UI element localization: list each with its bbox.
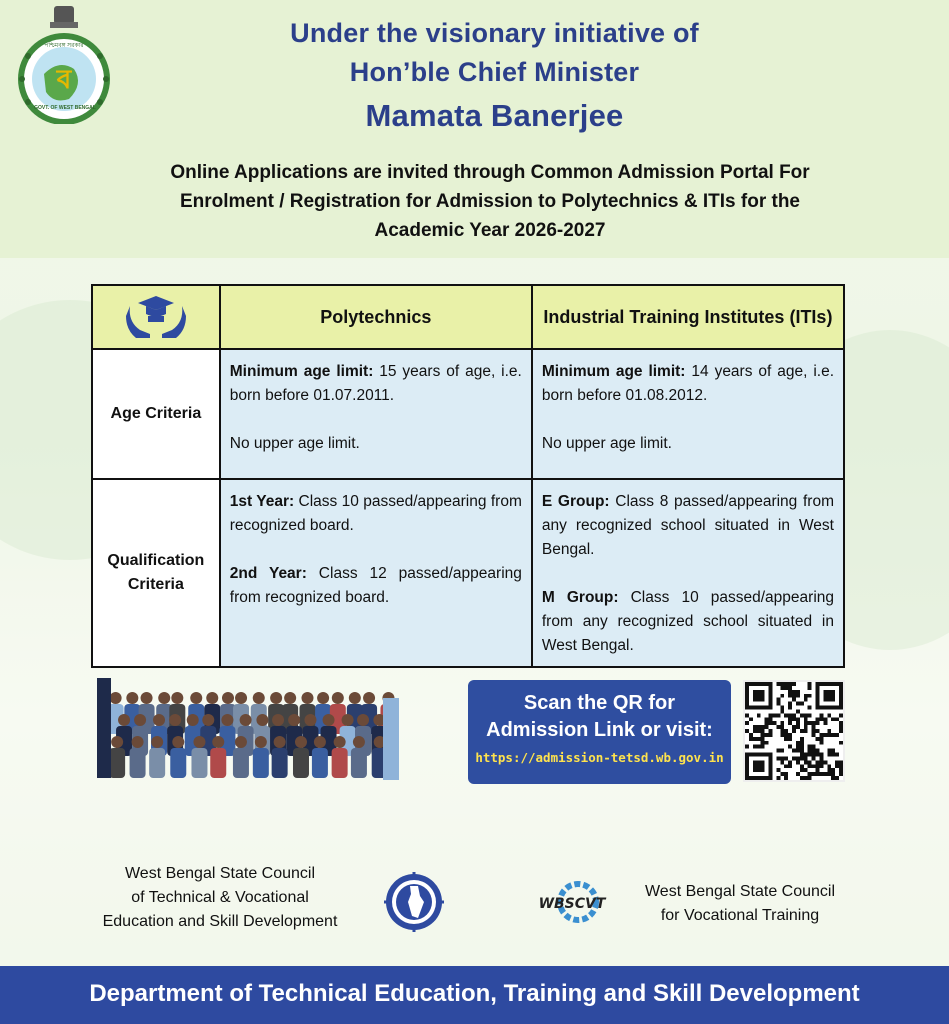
- qr-code-icon[interactable]: [743, 680, 845, 782]
- age-criteria-label: Age Criteria: [92, 349, 220, 479]
- iti-min-age: [542, 360, 834, 408]
- wbscvt-logo-text: WBSCVT: [538, 896, 606, 912]
- m-group-label: M Group:: [541, 589, 619, 606]
- education-hands-icon: [126, 292, 186, 338]
- table-row: [92, 349, 844, 479]
- min-age-text: 14 years of age, i.e. born before 01.08.2012.: [541, 363, 834, 404]
- qr-info-box: [468, 680, 731, 784]
- criteria-table: [91, 284, 845, 668]
- department-banner: Department of Technical Education, Training and Skill Development: [0, 966, 949, 1024]
- polytechnic-age-cell: [220, 349, 532, 479]
- admission-link[interactable]: https://admission-tetsd.wb.gov.in: [475, 750, 724, 765]
- min-age-label: Minimum age limit:: [229, 363, 374, 380]
- first-year-label: 1st Year:: [229, 493, 295, 510]
- header-name: Mamata Banerjee: [365, 98, 624, 133]
- iti-upper-age: No upper age limit.: [541, 435, 672, 452]
- second-year-label: 2nd Year:: [229, 565, 307, 582]
- first-year-text: Class 10 passed/appearing from recognized board.: [229, 493, 522, 534]
- technical-council-name: [100, 862, 340, 934]
- council-line: West Bengal State Council: [124, 865, 316, 882]
- council-line: West Bengal State Council: [644, 883, 836, 900]
- min-age-text: 15 years of age, i.e. born before 01.07.2011.: [229, 363, 522, 404]
- m-group-text: Class 10 passed/appearing from any recognized school situated in West Bengal.: [541, 589, 835, 654]
- e-group-label: E Group:: [541, 493, 610, 510]
- qualification-criteria-label: Qualification Criteria: [92, 479, 220, 667]
- polytechnic-qualification-cell: [220, 479, 532, 667]
- table-header-row: [92, 285, 844, 349]
- qr-scan-text: Scan the QR for: [523, 692, 676, 714]
- emblem-text-bottom: GOVT. OF WEST BENGAL: [34, 105, 96, 111]
- council-line: of Technical & Vocational: [131, 889, 309, 906]
- second-year-text: Class 12 passed/appearing from recognized board.: [229, 565, 522, 606]
- admission-subtitle: Online Applications are invited through Common Admission Portal For Enrolment / Registration for Admission to Polytechnics & ITIs for the Academic Year 2026-2027: [170, 162, 810, 241]
- polytechnics-header: Polytechnics: [220, 285, 532, 349]
- itis-header: Industrial Training Institutes (ITIs): [532, 285, 844, 349]
- svg-text:ব: ব: [56, 65, 72, 95]
- students-group-photo: [93, 658, 411, 796]
- emblem-text-top: পশ্চিমবঙ্গ সরকার: [44, 43, 84, 49]
- polytechnic-first-year: [230, 490, 522, 538]
- header-chief-minister: Hon’ble Chief Minister: [349, 57, 640, 87]
- vocational-council-name: [640, 880, 840, 928]
- polytechnic-upper-age: No upper age limit.: [229, 435, 360, 452]
- council-line: for Vocational Training: [660, 907, 820, 924]
- table-row: [92, 479, 844, 667]
- iti-e-group: [542, 490, 834, 562]
- iti-m-group: [542, 586, 834, 658]
- wbsctvesd-logo-icon: [384, 872, 444, 932]
- qr-visit-text: Admission Link or visit:: [486, 719, 713, 741]
- table-icon-cell: [92, 285, 220, 349]
- polytechnic-min-age: [230, 360, 522, 408]
- min-age-label: Minimum age limit:: [541, 363, 686, 380]
- polytechnic-second-year: [230, 562, 522, 610]
- wbscvt-logo-icon: [528, 878, 616, 928]
- iti-age-cell: [532, 349, 844, 479]
- header-initiative: Under the visionary initiative of: [290, 18, 699, 48]
- e-group-text: Class 8 passed/appearing from any recognized school situated in West Bengal.: [541, 493, 834, 558]
- council-line: Education and Skill Development: [102, 913, 338, 930]
- iti-qualification-cell: [532, 479, 844, 667]
